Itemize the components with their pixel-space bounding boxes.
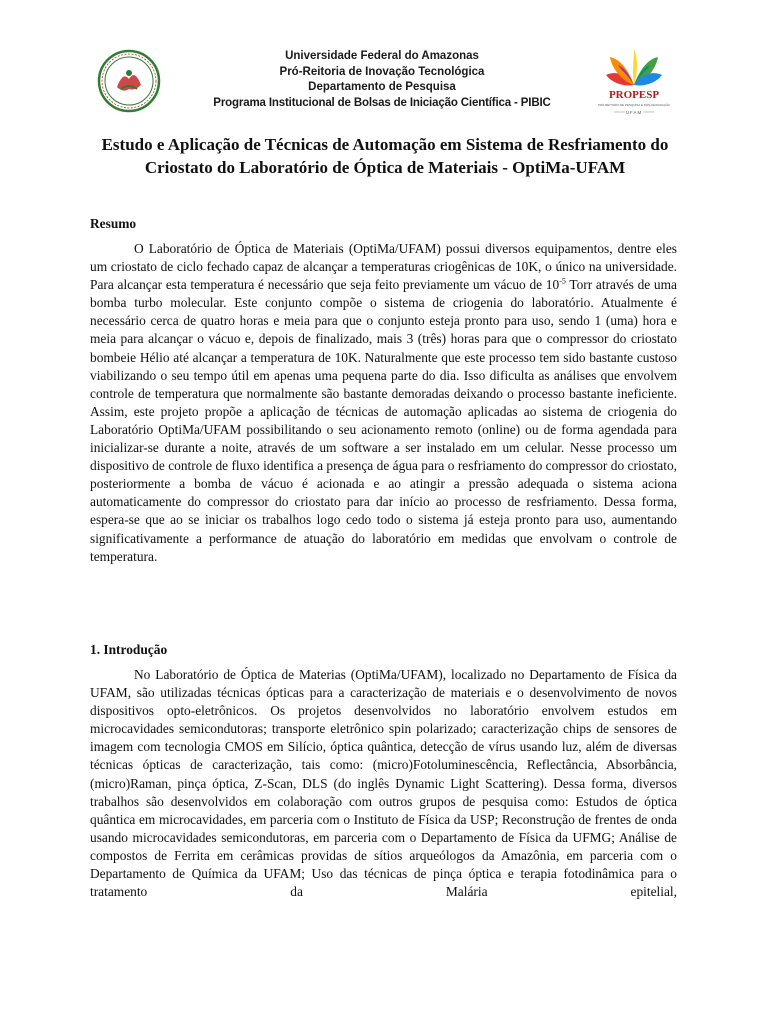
- resumo-text-part2: Torr através de uma bomba turbo molecular. Este conjunto compõe o sistema de criogenia do laboratório. Atualmente é necessário cerca de quatro horas e meia para que o conjunto esteja pronto para uso, sendo 1 (uma) hora e meia para alcançar o vácuo e, depois de finalizado, mais 3 (três) horas para que o compressor do criostato bombeie Hélio até alcançar a temperatura de 10K. Naturalmente que este processo tem sido bastante custoso viabilizando o seu tempo útil em apenas uma pequena parte do dia. Isso dificulta as análises que envolvem controle de temperatura que normalmente são bastante demoradas deixando o processo bastante ineficiente. Assim, este projeto propõe a aplicação de técnicas de automação aplicadas ao sistema de criogenia do Laboratório OptiMa/UFAM possibilitando o seu acionamento remoto (online) ou de forma agendada para inicializar-se durante a noite, através de um software a ser instalado em um celular. Nesse processo um dispositivo de controle de fluxo identifica a presença de água para o resfriamento do compressor do criostato, posteriormente a bomba de vácuo é acionada e ao atingir a pressão adequada o sistema aciona automaticamente do compressor do criostato para dar início ao processo de resfriamento. Dessa forma, espera-se que ao se iniciar os trabalhos logo cedo todo o sistema já esteja pronto para uso, aumentando significativamente a performance de atuação do laboratório em medidas que envolvam o controle de temperatura.: [90, 277, 677, 564]
- department-name: Departamento de Pesquisa: [308, 81, 456, 93]
- ufam-seal-icon: [97, 49, 161, 113]
- resumo-paragraph: [90, 240, 677, 566]
- introducao-text: No Laboratório de Óptica de Materias (OptiMa/UFAM), localizado no Departamento de Física da UFAM, são utilizadas técnicas ópticas para a caracterização de materiais e o desenvolvimento de novos dispositivos opto-eletrônicos. Os projetos desenvolvidos no laboratório envolvem estudos em microcavidades semicondutoras; transporte eletrônico spin polarizado; caracterização chips de sensores de imagem com tecnologia CMOS em Silício, óptica quântica, detecção de vírus usando luz, além de diversas técnicas ópticas de caracterização, tais como: (micro)Fotoluminescência, Reflectância, Absorbância, (micro)Raman, pinça óptica, Z-Scan, DLS (do inglês Dynamic Light Scattering). Dessa forma, diversos trabalhos são desenvolvidos em colaboração com outros grupos de pesquisa como: Estudos de óptica quântica em microcavidades, em parceria com o Instituto de Física da USP; Reconstrução de frentes de onda usando microcavidades semicondutoras, em parceria com o Departamento de Física da UFMG; Análise de compostos de Ferrita em cerâmicas providas de sítios arqueólogos da Amazônia, em parceria com o Departamento de Química da UFAM; Uso das técnicas de pinça óptica e terapia fotodinâmica para o tratamento da Malária epitelial,: [90, 667, 677, 900]
- introducao-heading: 1. Introdução: [90, 642, 168, 657]
- program-name: Programa Institucional de Bolsas de Iniciação Científica - PIBIC: [213, 96, 551, 109]
- propesp-logo-footer: UFAM: [625, 110, 643, 115]
- resumo-heading: Resumo: [90, 216, 137, 231]
- paper-title: Estudo e Aplicação de Técnicas de Automação em Sistema de Resfriamento do Criostato do Laboratório de Óptica de Materiais - OptiMa-UFAM: [101, 135, 669, 177]
- institution-header: [170, 49, 594, 111]
- propesp-logo-text: PROPESP: [608, 89, 660, 101]
- propesp-logo-icon: [598, 45, 670, 121]
- resumo-text-part1: O Laboratório de Óptica de Materiais (OptiMa/UFAM) possui diversos equipamentos, dentre eles um criostato de ciclo fechado capaz de alcançar a temperaturas criogênicas de 10K, o único na universidade. Para alcançar esta temperatura é necessário que seja feito previamente um vácuo de 10: [90, 241, 677, 293]
- introducao-paragraph: [90, 666, 677, 901]
- propesp-logo-subtext: PRÓ-REITORIA DE PESQUISA E PÓS-GRADUAÇÃO: [598, 103, 670, 107]
- pro-reitoria-name: Pró-Reitoria de Inovação Tecnológica: [279, 65, 485, 78]
- exponent: -5: [559, 276, 566, 286]
- university-name: Universidade Federal do Amazonas: [285, 50, 479, 62]
